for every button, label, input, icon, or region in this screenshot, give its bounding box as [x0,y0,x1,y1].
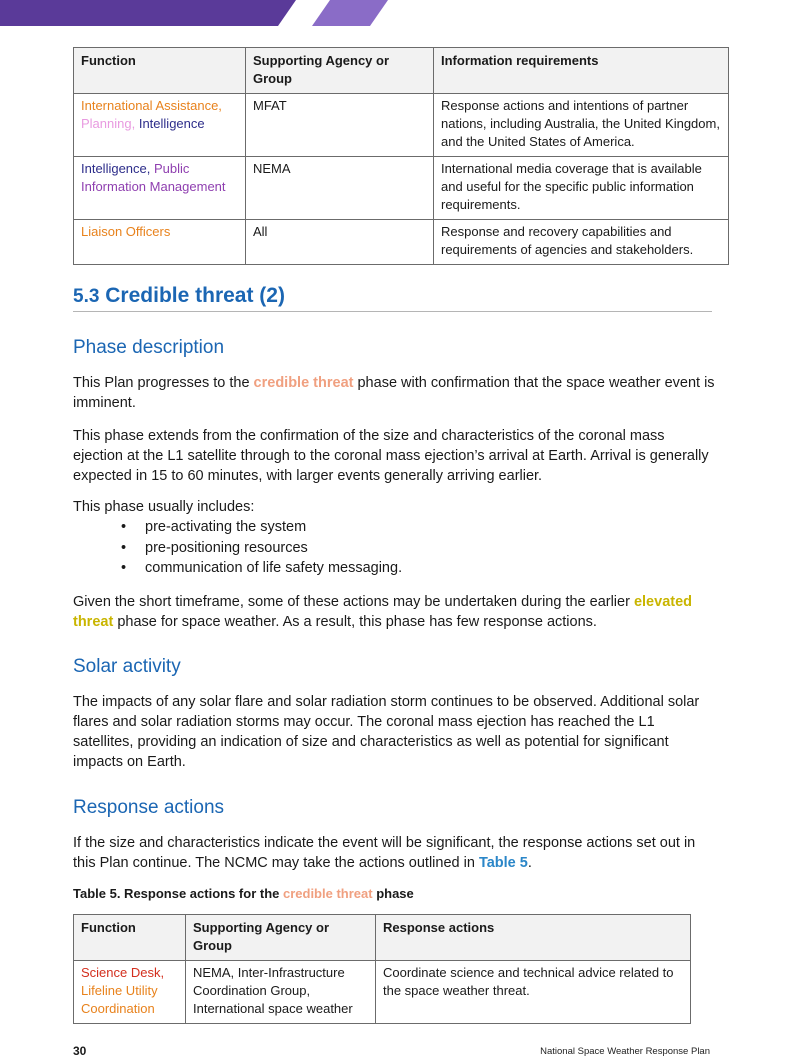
banner-dark-band [0,0,296,26]
column-header-function: Function [74,48,246,94]
solar-activity-heading: Solar activity [73,656,181,677]
function-link[interactable]: Lifeline Utility Coordination [81,983,158,1016]
info-cell: International media coverage that is available and useful for the specific public information requirements. [434,157,729,220]
agency-cell: All [246,220,434,265]
bullet-glyph: • [121,539,127,556]
function-link[interactable]: Liaison Officers [81,224,171,239]
column-header-info: Information requirements [434,48,729,94]
section-title-text: Credible threat (2) [105,284,285,307]
function-cell [74,94,246,157]
function-link[interactable]: International Assistance, [81,98,222,113]
info-cell: Response actions and intentions of partner nations, including Australia, the United Kingdom, and the United States of America. [434,94,729,157]
table-row [74,220,729,265]
table-row [74,94,729,157]
info-cell: Response and recovery capabilities and requirements of agencies and stakeholders. [434,220,729,265]
banner-light-band [312,0,388,26]
function-link[interactable]: Intelligence, [81,161,151,176]
phase-paragraph-1 [73,373,718,413]
footer-document-title: National Space Weather Response Plan [540,1046,710,1057]
list-item-text: pre-activating the system [145,519,307,535]
section-number: 5.3 [73,286,100,307]
list-item-text: communication of life safety messaging. [145,560,403,576]
table-5-caption [73,886,414,901]
credible-threat-keyword[interactable]: credible threat [282,886,373,901]
text-run: phase for space weather. As a result, this phase has few response actions. [113,614,597,630]
function-cell [74,961,186,1024]
table-header-row [74,915,691,961]
table-row [74,961,691,1024]
banner-graphic [0,0,806,26]
response-actions-heading: Response actions [73,797,225,818]
credible-threat-keyword[interactable]: credible threat [253,375,354,391]
list-item [73,558,402,579]
function-link[interactable]: Intelligence [138,116,205,131]
phase-description-heading: Phase description [73,337,225,358]
phase-paragraph-4 [73,592,718,632]
list-item-text: pre-positioning resources [145,539,308,556]
function-cell [74,157,246,220]
response-actions-paragraph [73,833,718,873]
header-banner [0,0,806,26]
column-header-agency: Supporting Agency or Group [246,48,434,94]
list-item [73,538,402,559]
column-header-agency: Supporting Agency or Group [186,915,376,961]
text-run: Given the short timeframe, some of these actions may be undertaken during the earlier [73,594,634,610]
function-cell [74,220,246,265]
phase-bullet-list [73,517,402,579]
phase-paragraph-2: This phase extends from the confirmation of the size and characteristics of the coronal mass ejection at the L1 satellite through to the coronal mass ejection’s arrival at Earth. Arrival is generally expected in 15 to 60 minutes, with larger events generally arriving earlier. [73,428,709,484]
text-run: . [527,855,532,871]
function-link[interactable]: Planning, [81,116,136,131]
function-link[interactable]: Public Information Management [81,161,226,194]
phase-paragraph-3: This phase usually includes: [73,499,255,515]
text-run: If the size and characteristics indicate the event will be significant, the response actions set out in this Plan continue. The NCMC may take the actions outlined in [73,835,696,871]
table-header-row [74,48,729,94]
text-run: This Plan progresses to the [73,375,254,391]
text-run: phase [372,886,414,901]
text-run: phase with confirmation that the space weather event is imminent. [73,375,715,411]
section-heading [73,284,712,312]
agency-cell: NEMA [246,157,434,220]
table-row [74,157,729,220]
column-header-function: Function [74,915,186,961]
page-number: 30 [73,1044,87,1058]
bullet-glyph: • [121,560,127,576]
table-5-link[interactable]: Table 5 [478,855,528,871]
list-item [73,517,402,538]
column-header-actions: Response actions [376,915,691,961]
text-run: Table 5. Response actions for the [73,886,283,901]
solar-activity-paragraph: The impacts of any solar flare and solar radiation storm continues to be observed. Additional solar flares and solar radiation storms may occur. The coronal mass ejection has reached the L1 satellites, providing an indication of size and characteristics as well as potential for significant impacts on Earth. [73,694,700,770]
elevated-threat-keyword[interactable]: elevated threat [73,594,693,630]
function-link[interactable]: Science Desk, [81,965,165,980]
information-requirements-table [73,47,729,265]
action-cell: Coordinate science and technical advice related to the space weather threat. [376,961,691,1024]
agency-cell: NEMA, Inter-Infrastructure Coordination Group, International space weather [186,961,376,1024]
response-actions-table [73,914,691,1024]
agency-cell: MFAT [246,94,434,157]
bullet-glyph: • [121,519,127,535]
